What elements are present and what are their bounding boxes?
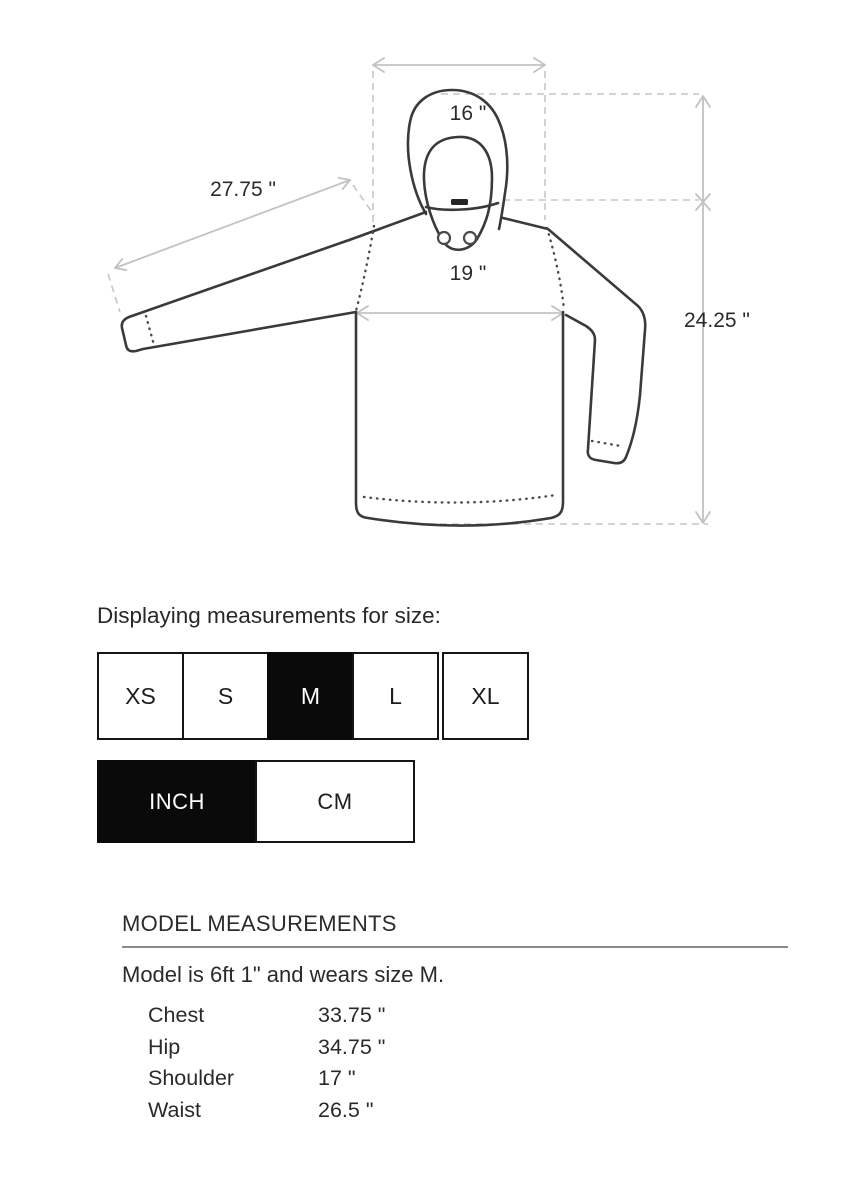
body-length-label: 24.25 " (684, 309, 750, 332)
measurement-label: Chest (148, 1003, 205, 1028)
size-button-m[interactable]: M (267, 652, 354, 740)
size-button-xl[interactable]: XL (442, 652, 529, 740)
chest-width-label: 19 " (449, 262, 487, 285)
measurement-value: 34.75 " (318, 1034, 386, 1059)
measurement-value: 17 " (318, 1066, 356, 1091)
sleeve-length-label: 27.75 " (210, 178, 276, 201)
measurement-row (148, 1063, 385, 1095)
measurement-value: 26.5 " (318, 1098, 374, 1123)
unit-button-cm[interactable]: CM (255, 760, 415, 843)
garment-outline (122, 90, 645, 526)
size-selector (97, 652, 529, 740)
measurement-row (148, 1000, 385, 1032)
measurement-value: 33.75 " (318, 1003, 386, 1028)
measurement-row (148, 1032, 385, 1064)
size-selector-label: Displaying measurements for size: (97, 603, 441, 628)
measurement-row (148, 1095, 385, 1127)
size-button-xs[interactable]: XS (97, 652, 184, 740)
measurement-label: Hip (148, 1034, 181, 1059)
measurement-label: Waist (148, 1098, 201, 1123)
measurement-label: Shoulder (148, 1066, 235, 1091)
drawstring-eyelets (438, 199, 476, 244)
unit-selector (97, 760, 415, 843)
model-measurements-table (148, 1000, 385, 1126)
hoodie-diagram (0, 0, 862, 560)
size-button-l[interactable]: L (352, 652, 439, 740)
model-measurements-intro: Model is 6ft 1" and wears size M. (122, 962, 445, 987)
unit-button-inch[interactable]: INCH (97, 760, 257, 843)
seam-dotted-lines (146, 226, 621, 503)
hood-width-label: 16 " (449, 102, 487, 125)
model-measurements-heading: MODEL MEASUREMENTS (122, 911, 788, 948)
size-button-s[interactable]: S (182, 652, 269, 740)
